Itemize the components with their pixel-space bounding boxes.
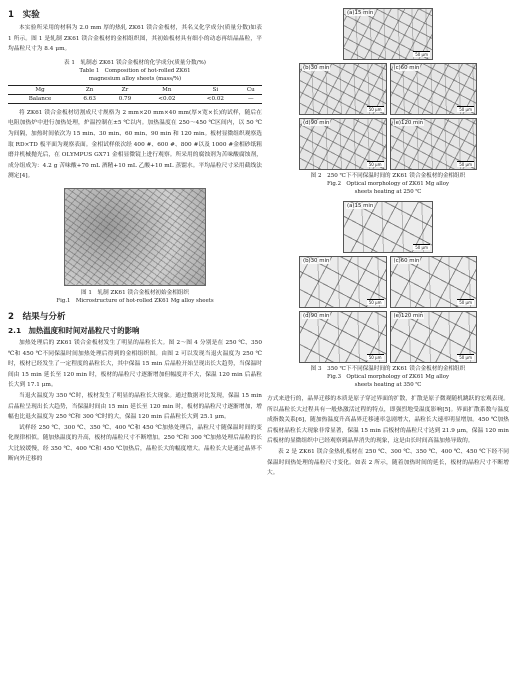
figure-2-caption-en: Fig.2 Optical morphology of ZK61 Mg alloy [326,181,450,187]
section-1-heading: 1 实验 [8,10,40,20]
scale-bar: 50 μm [415,245,428,250]
figure-1-caption-cn: 图 1 轧制 ZK61 镁合金板材初始金相组织 [81,289,189,296]
table-cell: 6.63 [72,94,107,103]
table-1-caption-en-2: magnesium alloy sheets (mass/%) [88,75,182,82]
micrograph-panel [299,63,387,115]
panel-label: (b)30 min [303,258,330,264]
paragraph-table-2-intro: 表 2 是 ZK61 镁合金热轧板材在 250 ℃、300 ℃、350 ℃、400 ℃、450 ℃下经不同保温时间热处理的晶粒尺寸变化。如表 2 所示，随着加热时间的延长，板材的晶粒尺寸不断增大。 [267,448,509,477]
paragraph-results-trend: 试样经 250 ℃、300 ℃、350 ℃、400 ℃和 450 ℃加热处理后，晶粒尺寸随保温时间的变化规律相似。随加热温度的升高，板材的晶粒尺寸不断增加。250 ℃和 300 ℃加热处理后晶粒的长大比较缓慢，经 350 ℃、400 ℃和 450 ℃加热后，晶粒长大的幅度增大。晶粒长大是通过晶界不断向外迁移的 [8,424,262,463]
micrograph-panel [390,118,478,170]
figure-2-panels [299,8,477,170]
right-column [267,8,509,479]
panel-label: (e)120 min [393,120,424,126]
paragraph-materials: 本实验所采用的材料为 2.0 mm 厚的热轧 ZK61 镁合金板材，其名义化学成分(质量分数)如表 1 所示。图 1 是轧制 ZK61 镁合金板材的金相组织图，其初始板材具有细小的动态再结晶晶粒，平均晶粒尺寸为 8.4 μm。 [8,25,262,53]
micrograph-panel [390,63,478,115]
paragraph-procedure: 将 ZK61 镁合金板材切割成尺寸规格为 2 mm×20 mm×40 mm(厚×宽×长)的试样，随后在电阻加热炉中进行加热处理，炉温控制在±5 ℃以内。加热温度在 250～450 ℃区间内，以 50 ℃为间隔，加热时间依次为 15 min、30 min、60 min、90 min 和 120 min。板材显微组织观察选取 RD×TD 板平面为观察表面。金相试样依次经 400 #、600 #、800 #以及 1000 #金相砂纸粗磨并机械抛光后，在 OLYMPUS GX71 金相显微镜上进行观察。所采用的腐蚀剂为苦味酸腐蚀剂，成分组成为：4.2 g 苦味酸+70 mL 酒精+10 mL 乙酸+10 mL 蒸馏水。平均晶粒尺寸采用截线法测定[4]。 [8,109,262,180]
micrograph-panel [299,311,387,363]
table-cell: <0.02 [143,94,192,103]
table-1-caption-cn: 表 1 轧制态 ZK61 镁合金板材的化学成分(质量分数/%) [64,59,206,66]
micrograph-panel [343,8,433,60]
table-header-cell: Si [191,85,240,94]
panel-label: (a)15 min [347,203,374,209]
table-row [8,94,262,103]
panel-label: (a)15 min [347,10,374,16]
table-1-caption-en: Table 1 Composition of hot-rolled ZK61 [79,67,191,74]
figure-2-caption-cn: 图 2 250 ℃下不同保温时间的 ZK61 镁合金板材的金相组织 [310,173,466,179]
figure-2-caption-en-2: sheets heating at 250 ℃ [354,189,422,195]
table-1-caption [8,59,262,83]
micrograph-panel [390,311,478,363]
micrograph-panel [343,201,433,253]
scale-bar: 50 μm [459,300,472,305]
panel-label: (c)60 min [393,258,420,264]
micrograph-panel [390,256,478,308]
table-header-cell: Zn [72,85,107,94]
table-cell: <0.02 [191,94,240,103]
table-cell: 0.79 [107,94,142,103]
figure-1-caption [8,289,262,305]
section-2-heading: 2 结果与分析 [8,311,66,322]
panel-label: (d)90 min [303,120,330,126]
table-header-cell: Zr [107,85,142,94]
scale-bar: 50 μm [415,52,428,57]
paragraph-results-250: 加热处理后的 ZK61 镁合金板材发生了明显的晶粒长大。图 2～图 4 分别是在 250 ℃、350 ℃和 450 ℃不同保温时间加热处理后得到的金相组织图。由图 2 可以发现当退火温度为 250 ℃时，板材已经发生了一定程度的晶粒长大，其中保温 15 min 后晶粒开始呈现出长大趋势，当保温时间由 15 min 延长至 120 min 时，板材的晶粒尺寸逐渐增加但幅度并不大，保温 120 min 后晶粒长大到 17.1 μm。 [8,339,262,389]
section-2-1-heading: 2.1 加热温度和时间对晶粒尺寸的影响 [8,325,140,335]
figure-3-caption [267,365,509,389]
figure-3-panels [299,201,477,363]
table-cell: Balance [8,94,72,103]
table-header-cell: Mg [8,85,72,94]
panel-label: (d)90 min [303,313,330,319]
panel-label: (c)60 min [393,65,420,71]
figure-1-micrograph [64,188,206,286]
scale-bar: 50 μm [459,107,472,112]
scale-bar: 50 μm [368,355,382,360]
figure-1-caption-en: Fig.1 Microstructure of hot-rolled ZK61 Mg alloy sheets [56,297,214,304]
table-header-row [8,85,262,94]
micrograph-panel [299,256,387,308]
left-column [8,8,262,465]
figure-3-caption-cn: 图 3 350 ℃下不同保温时间的 ZK61 镁合金板材的金相组织 [310,366,466,372]
panel-label: (b)30 min [303,65,330,71]
table-header-cell: Mn [143,85,192,94]
scale-bar: 50 μm [459,355,472,360]
table-header-cell: Cu [240,85,262,94]
panel-label: (e)120 min [393,313,424,319]
figure-3-caption-en-2: sheets heating at 350 ℃ [354,382,422,388]
paragraph-results-350: 当退火温度为 350 ℃时，板材发生了明显的晶粒长大现象。通过数据对比发现，保温 15 min 后晶粒呈现出长大趋势，当保温时间由 15 min 延长至 120 min 时，板材的晶粒尺寸逐渐增加，增幅也比退火温度为 250 ℃和 300 ℃时的大，保温 120 min 后晶粒长大到 25.1 μm。 [8,392,262,421]
paragraph-grain-boundary: 方式来进行的，晶界迁移的本质是原子穿过界面的扩散，扩散是原子微观随机跳跃的宏观表现。所以晶粒长大过程具有一般热激活过程的特点，即强烈地受温度影响[5]。界面扩散系数与温度成指数关系[6]，随加热温度升高晶界迁移速率急剧增大，晶粒长大速率明显增加。450 ℃加热后板材晶粒长大现象非常显著，保温 15 min 后板材的晶粒尺寸达到 21.9 μm，保温 120 min 后板材的显微组织中已经观察到晶界消失的现象，这是由长时间高温加热导致的。 [267,396,509,445]
figure-2-caption [267,172,509,196]
table-cell: — [240,94,262,103]
scale-bar: 50 μm [368,300,382,305]
micrograph-panel [299,118,387,170]
figure-3-caption-en: Fig.3 Optical morphology of ZK61 Mg alloy [326,374,450,380]
scale-bar: 50 μm [459,162,472,167]
scale-bar: 50 μm [368,162,382,167]
composition-table [8,85,262,104]
scale-bar: 50 μm [368,107,382,112]
